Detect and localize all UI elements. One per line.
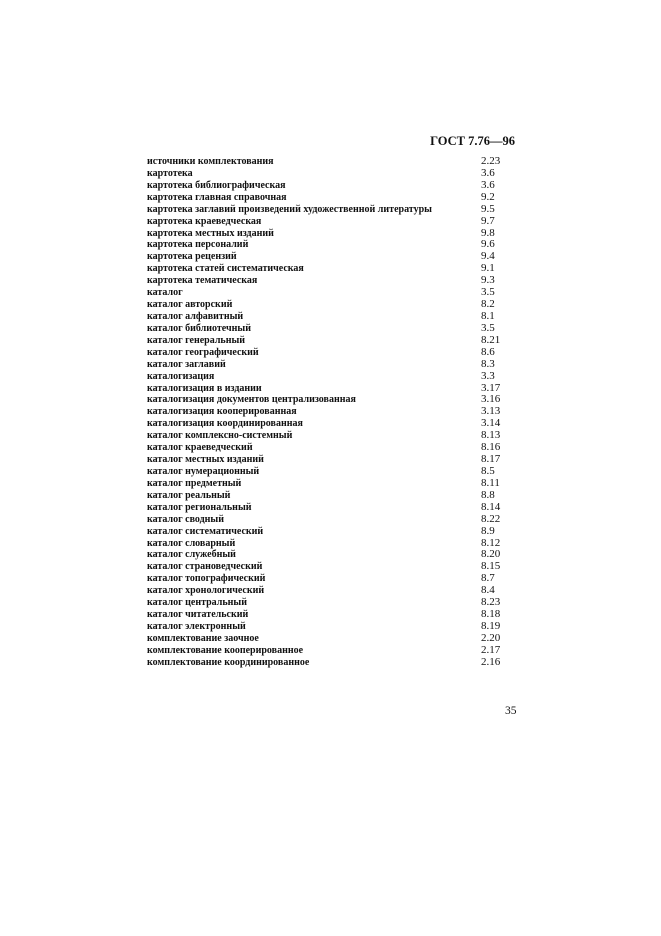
entry-term: каталог краеведческий	[147, 442, 253, 454]
index-entry	[147, 609, 507, 621]
entry-term: источники комплектования	[147, 156, 274, 167]
entry-reference: 8.1	[481, 309, 495, 322]
entry-reference: 8.19	[481, 619, 501, 632]
entry-term: комплектование заочное	[147, 632, 259, 644]
index-entry	[147, 299, 507, 311]
index-entry	[147, 454, 507, 466]
entry-term: каталог реальный	[147, 489, 231, 501]
index-entry	[147, 216, 507, 228]
entry-reference: 3.16	[481, 393, 501, 406]
index-entry	[147, 478, 507, 490]
entry-reference: 9.6	[481, 238, 495, 251]
index-entry	[147, 645, 507, 657]
entry-term: каталог центральный	[147, 597, 247, 609]
index-entry	[147, 204, 507, 216]
entry-term: каталог читательский	[147, 609, 249, 621]
entry-term: каталогизация кооперированная	[147, 406, 297, 418]
entry-term: каталогизация в издании	[147, 382, 262, 394]
entry-term: каталог словарный	[147, 537, 236, 549]
entry-term: картотека персоналий	[147, 239, 249, 251]
entry-reference: 3.6	[481, 178, 495, 191]
entry-reference: 8.21	[481, 333, 501, 346]
entry-reference: 8.17	[481, 453, 501, 466]
entry-reference: 2.16	[481, 655, 501, 668]
index-entry	[147, 633, 507, 645]
entry-reference: 9.7	[481, 214, 495, 227]
index-entry	[147, 657, 507, 669]
index-entry	[147, 418, 507, 430]
entry-term: каталог авторский	[147, 299, 233, 311]
entry-term: каталог топографический	[147, 573, 266, 585]
index-entry	[147, 311, 507, 323]
index-entry	[147, 526, 507, 538]
entry-reference: 8.14	[481, 500, 501, 513]
entry-term: каталог страноведческий	[147, 561, 263, 573]
entry-term: каталог заглавий	[147, 358, 226, 370]
entry-term: каталог сводный	[147, 513, 224, 525]
index-entry	[147, 442, 507, 454]
index-entry	[147, 406, 507, 418]
document-header: ГОСТ 7.76—96	[430, 134, 515, 148]
entry-reference: 9.8	[481, 226, 495, 239]
entry-reference: 8.12	[481, 536, 501, 549]
entry-reference: 8.20	[481, 548, 501, 561]
entry-term: каталог служебный	[147, 549, 236, 561]
entry-reference: 8.4	[481, 584, 495, 597]
entry-reference: 9.1	[481, 262, 495, 275]
index-entry	[147, 239, 507, 251]
entry-term: каталог систематический	[147, 525, 264, 537]
index-entry	[147, 371, 507, 383]
entry-reference: 8.15	[481, 560, 501, 573]
entry-reference: 8.16	[481, 441, 501, 454]
entry-reference: 9.4	[481, 250, 495, 263]
index-entry	[147, 168, 507, 180]
entry-term: картотека местных изданий	[147, 227, 274, 239]
entry-term: комплектование кооперированное	[147, 644, 304, 656]
index-entry	[147, 466, 507, 478]
entry-term: комплектование координированное	[147, 656, 310, 668]
entry-reference: 3.14	[481, 417, 501, 430]
entry-term: картотека тематическая	[147, 275, 258, 287]
entry-term: каталог предметный	[147, 477, 242, 489]
entry-term: каталог генеральный	[147, 334, 246, 346]
entry-term: каталог региональный	[147, 501, 252, 513]
entry-reference: 8.13	[481, 429, 501, 442]
index-entry	[147, 347, 507, 359]
entry-term: каталог географический	[147, 346, 259, 358]
index-entry	[147, 573, 507, 585]
index-entry	[147, 585, 507, 597]
index-entry	[147, 549, 507, 561]
entry-reference: 8.2	[481, 298, 495, 311]
index-entry	[147, 192, 507, 204]
entry-reference: 3.3	[481, 369, 495, 382]
entry-reference: 3.5	[481, 321, 495, 334]
entry-term: каталог библиотечный	[147, 322, 251, 334]
index-entry	[147, 323, 507, 335]
entry-term: каталог местных изданий	[147, 454, 264, 466]
entry-term: каталогизация документов централизованная	[147, 394, 356, 406]
index-entry	[147, 275, 507, 287]
page-number: 35	[505, 705, 517, 717]
entry-reference: 3.17	[481, 381, 501, 394]
entry-term: картотека краеведческая	[147, 215, 262, 227]
entry-reference: 3.13	[481, 405, 501, 418]
index-entry	[147, 430, 507, 442]
index-entry	[147, 180, 507, 192]
entry-term: каталогизация координированная	[147, 418, 303, 430]
entry-reference: 8.22	[481, 512, 501, 525]
entry-reference: 8.5	[481, 464, 495, 477]
entry-reference: 3.5	[481, 286, 495, 299]
entry-term: каталог	[147, 287, 183, 299]
index-entry	[147, 287, 507, 299]
index-entry	[147, 490, 507, 502]
entry-term: картотека заглавий произведений художественной литературы	[147, 203, 432, 215]
index-entry	[147, 538, 507, 550]
index-entry	[147, 251, 507, 263]
index-entry	[147, 335, 507, 347]
index-entry	[147, 359, 507, 371]
entry-term: картотека главная справочная	[147, 191, 287, 203]
entry-term: каталог электронный	[147, 620, 246, 632]
entry-term: картотека статей систематическая	[147, 263, 304, 275]
entry-term: каталог комплексно-системный	[147, 430, 293, 442]
entry-reference: 8.3	[481, 357, 495, 370]
entry-reference: 8.18	[481, 608, 501, 621]
index-entry	[147, 383, 507, 395]
entry-reference: 9.2	[481, 190, 495, 203]
index-entry	[147, 502, 507, 514]
entry-term: каталог алфавитный	[147, 310, 244, 322]
index-entry	[147, 228, 507, 240]
entry-reference: 2.23	[481, 155, 501, 167]
entry-reference: 8.7	[481, 572, 495, 585]
entry-reference: 9.3	[481, 274, 495, 287]
entry-reference: 3.6	[481, 166, 495, 179]
entry-term: каталог хронологический	[147, 585, 265, 597]
term-index-list	[147, 156, 507, 669]
entry-reference: 8.9	[481, 524, 495, 537]
entry-reference: 8.6	[481, 345, 495, 358]
index-entry	[147, 561, 507, 573]
index-entry	[147, 514, 507, 526]
entry-reference: 9.5	[481, 202, 495, 215]
entry-reference: 8.8	[481, 488, 495, 501]
entry-reference: 8.23	[481, 596, 501, 609]
index-entry	[147, 156, 507, 168]
entry-reference: 8.11	[481, 476, 500, 489]
entry-term: каталогизация	[147, 370, 215, 382]
entry-reference: 2.17	[481, 643, 501, 656]
entry-reference: 2.20	[481, 631, 501, 644]
index-entry	[147, 394, 507, 406]
entry-term: картотека рецензий	[147, 251, 237, 263]
entry-term: каталог нумерационный	[147, 465, 260, 477]
index-entry	[147, 263, 507, 275]
index-entry	[147, 597, 507, 609]
index-entry	[147, 621, 507, 633]
entry-term: картотека библиографическая	[147, 179, 286, 191]
entry-term: картотека	[147, 167, 193, 179]
